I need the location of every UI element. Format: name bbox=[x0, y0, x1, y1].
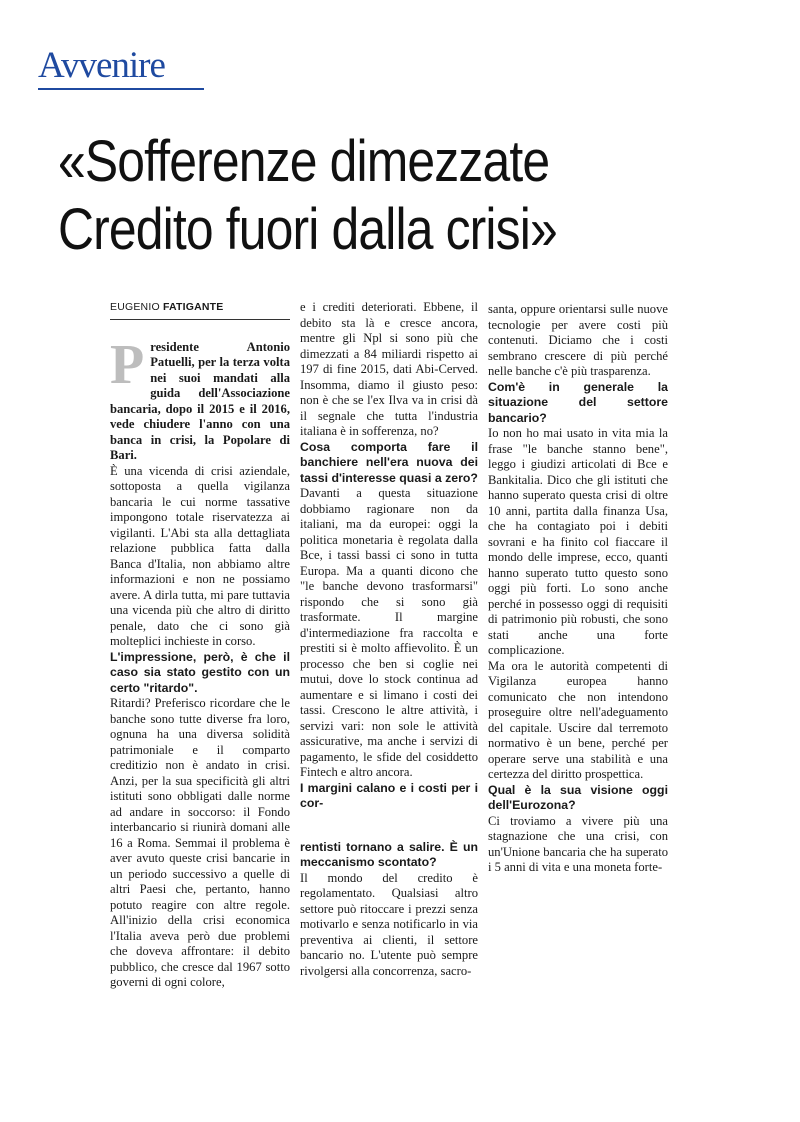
column-gap bbox=[300, 812, 478, 840]
paragraph: Ci troviamo a vivere più una stagnazione che una crisi, con un'Unione bancaria che ha superato i 5 anni di vita e una moneta forte- bbox=[488, 813, 668, 874]
column-2 bbox=[300, 300, 478, 979]
headline-line-2: Credito fuori dalla crisi» bbox=[58, 197, 557, 262]
headline bbox=[58, 128, 660, 264]
paragraph: santa, oppure orientarsi sulle nuove tecnologie per avere costi più contenuti. Diciamo che i costi sembrano crescere di più perché nelle banche c'è più trasparenza. bbox=[488, 302, 668, 378]
headline-line-1: «Sofferenze dimezzate bbox=[58, 129, 550, 194]
paragraph: È una vicenda di crisi aziendale, sottoposta a quella vigilanza bancaria le cui norme tassative impongono totale riservatezza ai vigilanti. L'Abi sta alla dettagliata relazione pubblica fatta dalla Banca d'Italia, non abbiamo altre informazioni e non ne possiamo avere. A dirla tutta, mi pare tuttavia una vicenda più che altro di diritto penale, dato che ci sono già molteplici inchieste in corso. bbox=[110, 463, 290, 648]
dropcap: P bbox=[110, 333, 145, 396]
byline-first: EUGENIO bbox=[110, 301, 160, 313]
paragraph: Davanti a questa situazione dobbiamo ragionare non da italiani, ma da europei: oggi la politica monetaria è regolata dalla Bce, i tassi bassi ci sono in tutta Europa. Ma a quanti dicono che "le banche devono trasformarsi" rispondo che si sono già trasformate. Il margine d'intermediazione fra raccolta e prestiti si è molto affievolito. È un processo che ben si coglie nei mutui, dove lo stock continua ad aumentare e si limano i costi dei tassi. Crescono le altre attività, i servizi vari: non sole le attività assicurative, ma anche i servizi di pagamento, le sfide del cosiddetto Fintech e altro ancora. bbox=[300, 486, 478, 779]
byline bbox=[110, 300, 290, 320]
question: I margini calano e i costi per i cor- bbox=[300, 780, 478, 810]
question: rentisti tornano a salire. È un meccanismo scontato? bbox=[300, 839, 478, 869]
byline-last: FATIGANTE bbox=[162, 301, 224, 313]
column-3 bbox=[488, 302, 668, 876]
paragraph: Ritardi? Preferisco ricordare che le banche sono tutte diverse fra loro, ognuna ha una diversa solidità patrimoniale e il comparto creditizio non è andato in crisi. Anzi, per la sua specificità gli altri istituti sono obbligati dalle norme ad andare in soccorso: il Fondo interbancario si riunirà domani alle 16 a Roma. Semmai il problema è aver avuto queste crisi bancarie in un periodo successivo a quelle di altri Paesi che, pertanto, hanno potuto reagire con altre regole. All'inizio della crisi economica l'Italia aveva però due problemi che doveva affrontare: il debito pubblico, che cresce dal 1967 sotto governi di ogni colore, bbox=[110, 696, 290, 989]
question: Qual è la sua visione oggi dell'Eurozona? bbox=[488, 782, 668, 812]
logo-text: Avvenire bbox=[38, 45, 165, 86]
question: Com'è in generale la situazione del settore bancario? bbox=[488, 379, 668, 425]
lead-text: residente Antonio Patuelli, per la terza volta nei suoi mandati alla guida dell'Associazione bancaria, dopo il 2015 e il 2016, vede chiudere l'anno con una banca in crisi, la Popolare di Bari. bbox=[110, 339, 290, 462]
paragraph: e i crediti deteriorati. Ebbene, il debito sta là e cresce ancora, mentre gli Npl si sono più che dimezzati a 84 miliardi rispetto ai 197 di fine 2015, dati Abi-Cerved. Insomma, diamo il giusto peso: non è che se l'ex Ilva va in crisi dà il segnale che tutta l'industria italiana è in sofferenza, no? bbox=[300, 300, 478, 438]
lead-paragraph bbox=[110, 333, 290, 464]
paragraph: Il mondo del credito è regolamentato. Qualsiasi altro settore può ritoccare i prezzi senza motivarlo e senza notificarlo in via preventiva ai clienti, il settore bancario no. L'utente può sempre rivolgersi alla concorrenza, sacro- bbox=[300, 870, 478, 978]
paragraph: Io non ho mai usato in vita mia la frase "le banche stanno bene", leggo i giudizi articolati di Bce e Bankitalia. Dico che gli istituti che hanno superato questa crisi di oltre 10 anni, partita dalla finanza Usa, che ha contagiato poi i debiti sovrani e ha finito col fiaccare il mondo delle imprese, ecco, quanti hanno superato tutto questo sono oggi più forti. Lo sono anche perché in possesso oggi di requisiti di patrimonio più robusti, che sono stati anche una forte complicazione. bbox=[488, 426, 668, 657]
question: L'impressione, però, è che il caso sia stato gestito con un certo "ritardo". bbox=[110, 649, 290, 695]
question: Cosa comporta fare il banchiere nell'era nuova dei tassi d'interesse quasi a zero? bbox=[300, 439, 478, 485]
column-1 bbox=[110, 300, 290, 991]
paragraph: Ma ora le autorità competenti di Vigilanza europea hanno comunicato che non intendono proseguire oltre nell'adeguamento del capitale. Uscire dal terremoto normativo è un bene, perché per operare serve una stabilità e una certezza del diritto prospettica. bbox=[488, 658, 668, 781]
logo-underline bbox=[38, 88, 204, 90]
masthead-logo bbox=[38, 44, 204, 94]
